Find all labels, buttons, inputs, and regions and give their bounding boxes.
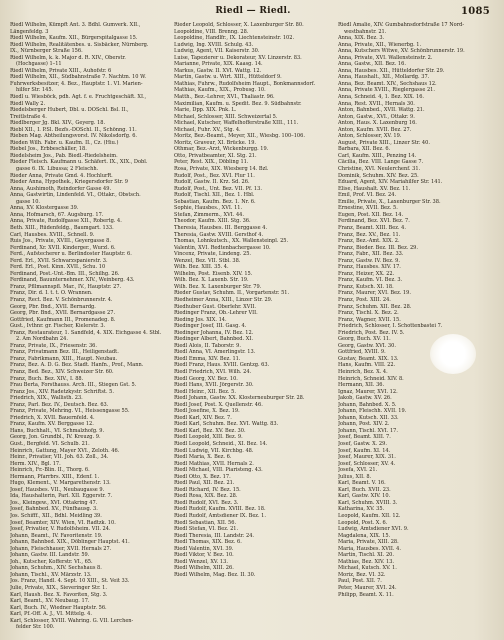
directory-entry: Riedinger Franz, Ob.-Lehrer VII.: [174, 310, 258, 317]
directory-entry: Riedl Amalie, XIV. Gumbahnsdorfstraße 17 Nord-: [338, 22, 465, 28]
directory-entry: Maria, Hausbes. XVII. 4.: [338, 545, 401, 552]
directory-entry: Riedl Hans, XVII. Jörgerstr. 30.: [174, 382, 254, 389]
directory-entry: Rieben Mag. Abtheilungsvorst. IV. Nikolsdorfg. 6.: [10, 133, 138, 140]
directory-entry: Franz, Kaufm. VI. Bez. 3.: [338, 277, 403, 284]
page-title: Riedl — Riedl.: [215, 6, 291, 16]
directory-entry: Theodor, Kaufm. XIII. Stg. 36.: [174, 218, 251, 225]
directory-entry: Josef, Hausbes. VII., Neubaugasse 9.: [10, 486, 105, 493]
directory-entry: Franz, Heizer, XX. 22.: [338, 270, 395, 277]
directory-entry: Rieder Anna, Hypothek., Kriegersdorfer Str. 9: [10, 179, 128, 186]
directory-entry: Moritz, Graveur, XI. Brücke. 19.: [174, 139, 257, 146]
directory-entry: Gustav, Beamt. XIX. 13.: [338, 355, 399, 362]
directory-entry: Johann, Post. XIV. 2.: [338, 421, 390, 428]
directory-entry: Riedl Wenzel, XV. 13.: [174, 558, 228, 565]
directory-entry: Riebel Jos., Erbbeschäller, 18.: [10, 146, 87, 153]
directory-entry: Anna, Kutschers Witwe, XV. Schönbrunnerstr. 19.: [338, 48, 465, 55]
directory-entry: Riedl Rudolf, Kaufm. XVIII. Bez. 18.: [174, 506, 266, 513]
directory-entry: Riedl Mathias, XVII. Hernals 2.: [174, 460, 254, 467]
column-1: [10, 22, 168, 634]
directory-entry: Anna, Hausbes. XII., Hütteldorfer Str. 29.: [338, 67, 445, 74]
directory-entry: Franz, Private, IX., Friesenstr. 36.: [10, 342, 97, 349]
directory-entry: Riedheimer Anna, XIII., Linzer Str. 29.: [174, 296, 273, 303]
directory-entry: Gottfried, Kaufmann III., Promenadeg. 8.: [10, 316, 116, 323]
directory-entry: Johann, Schuhm., XIV. Sechshaus 8.: [10, 565, 102, 572]
directory-entry: Julius, XII. 8.: [338, 473, 372, 480]
directory-entry: Riedinger Albert, Bahnbed. XI.: [174, 336, 253, 343]
column-2: [174, 22, 332, 634]
directory-entry: Johann, Fleischhauer, XVII. Hernals 27.: [10, 545, 112, 552]
directory-entry: Ferdinand, Bez. XVI. Bez. 7.: [338, 218, 410, 225]
directory-entry: Rieder Leopold, Schlosser, X. Laxenburger Str. 80.: [174, 22, 304, 28]
directory-entry: Georg, Pbr. Bnd., XVII. Bernardg.: [10, 303, 96, 310]
directory-entry: Anna, Hofmarsch, 67. Augsburg. 17.: [10, 211, 104, 218]
directory-entry: Rieder Anna, Private Gmd. 4. HochlurR.: [10, 172, 113, 179]
directory-entry: Thomas, Lohnkutsch., XX. Wallensteinpl. 25.: [174, 238, 289, 245]
directory-entry: Anna, Bez. Beamt. XIV., Sechshaus 12.: [338, 80, 437, 87]
directory-entry: Martin, Tischl. XI. 20.: [338, 552, 394, 559]
directory-entry: Ludwig, Ing. XVIII. Schulg. 43.: [174, 41, 254, 48]
directory-entry: Anton, Gastw., XVI., Ottakr. 9.: [338, 113, 415, 120]
directory-entry: Anna, Aushimoth, Reindorfer Gasse 49.: [10, 185, 112, 192]
directory-entry: Riedl Rudolf, Amtsdiener IX. Bez. 1.: [174, 513, 266, 520]
directory-entry: Josef, Kaufm. XI. 14.: [338, 447, 391, 454]
directory-entry: Maximilian, Kaufm. u. Spedit. Bez. 9. Südbahnstr.: [174, 100, 302, 107]
directory-entry: Franz, Bez. XV., Bez. 11.: [338, 231, 401, 238]
directory-entry: Paul, Post. XII. 7.: [338, 578, 382, 585]
directory-entry: Ida, Haushalterin, Parl. XII. Eggerstr. 7.: [10, 493, 113, 500]
directory-entry: Riedl Josef, Post. X. Quellenstr. 46.: [174, 401, 263, 408]
directory-entry: Riedl Heinr., XII. Bez. 5.: [174, 388, 236, 395]
directory-entry: Mathias, Bez. XIV. 13.: [338, 558, 395, 565]
directory-entry: Valentin, XVI. Redtenbachergasse 10.: [174, 244, 271, 251]
directory-entry: Ruis Jos., Private, XVIII., Geyergasse 8.: [10, 238, 111, 245]
directory-entry: Katharina, XV. 35.: [338, 506, 385, 513]
directory-entry: Johann, Tischl., XV. Märzstr. 13.: [10, 571, 92, 578]
directory-entry: Riedl Leopold, Schneid., XI. Bez. 14.: [174, 441, 268, 447]
directory-entry: Anna, Haushalt., XII., Mollardg. 37.: [338, 74, 430, 81]
directory-entry: Riedl u. Wiesböck, pdh. Agt. f. e. Fruchtgeschäft. XI.,: [10, 94, 147, 101]
directory-entry: Franz, Restaurateur, 1. Sandfeld, 4. XIX. Eichgasse 4. Stbl.: [10, 329, 162, 336]
directory-entry: Heinrich, Schneid. XIV. 8.: [338, 375, 404, 382]
directory-entry: Hermann, XII. 36.: [338, 382, 385, 389]
directory-entry: Riedl Stefan, VI. Bez. 21.: [174, 526, 239, 533]
directory-entry: Franz, Wagner, XVII. 15.: [338, 316, 401, 323]
directory-entry: Wilh. Bez. X. Laxenburger Str. 79.: [174, 283, 262, 290]
directory-entry: Rieder Gustav, Schuhm. II., Vorgartenstr. 51.: [174, 290, 290, 297]
directory-entry: Franz, Fabr., XII. Bez. 33.: [338, 251, 404, 258]
directory-entry: Stefan, Zimmerm., XVI. 44.: [174, 211, 244, 218]
directory-entry: Riedlberger Jg. Bkl. XIV., Geyerg. 18.: [10, 120, 106, 127]
directory-entry: Riedl Wilhelm, Realitätenbes. u. Sisbäcker, Nürnberg.: [10, 41, 149, 48]
directory-entry: Rudolf, Post., Unt. Bez. VII. Pf. 13.: [174, 185, 262, 192]
directory-entry: Jakob, Gastw. XV. 26.: [338, 395, 392, 402]
directory-entry: Franz, Maurer, XVI. Bez. 19.: [338, 290, 411, 297]
directory-entry: Leopoldine, VIII. Brenng. 28.: [174, 28, 249, 35]
directory-entry: Riedl Wilhelm, Mag. Bez. II. 30.: [174, 571, 256, 578]
directory-entry: Riedl Emma, XIV. Bez. 11.: [174, 355, 241, 362]
directory-entry: Christine, XVI. Neulerchenf. 31.: [338, 166, 421, 173]
directory-entry: Franz, Kaufm. XV. Berggasse 12.: [10, 421, 94, 428]
directory-entry: Josef, Beamter, XIV. Wien, VI. Radtzk. 10.: [10, 519, 116, 526]
directory-entry: Riedelsberger Hubert, Dbl. u. DOSchl. Bsl. II.,: [10, 107, 129, 114]
directory-entry: Anna, XIX. Bez. 3.: [338, 35, 385, 42]
directory-entry: Riedl Sebastian, XII. 56.: [174, 519, 237, 526]
directory-entry: Georg, Jon. Grundbl., IV. Kreuzg. 9.: [10, 434, 101, 441]
directory-entry: Anton, Kaufm. XVII. Bez. 27.: [338, 126, 412, 133]
directory-entry: Anna, XV. Klostergasse 39.: [10, 205, 79, 212]
directory-entry: Johann, Fleischh. XVII. 19.: [338, 408, 407, 415]
directory-entry: Franz, Schuhm. XII. Bez. 28.: [338, 303, 412, 310]
directory-entry: Riedl Richard, IV. Bez. 15.: [174, 486, 241, 493]
directory-entry: Karl, Buch. IV., Wiedner Hauptstr. 56.: [10, 604, 107, 611]
directory-entry: Leopold, Post. X. 6.: [338, 519, 388, 526]
directory-entry: Josef, Bahnbed. XV., Fünfhausg. 3.: [10, 506, 98, 513]
directory-entry: Rosa, Private, XIX. Wiesberg 14. Bzl.: [174, 166, 269, 173]
directory-entry: Riedinger Johanna, IV. Bez. 12.: [174, 329, 254, 336]
directory-entry: Riedl Franz, Haus. XVIII. Gentzg. 63.: [174, 362, 270, 369]
directory-entry: Othmar, Bez.-Arzt, Wickenburgg. 19.: [174, 146, 269, 153]
directory-entry: Franz, Bed. Bez., XIV. Schweizer Str. 60.: [10, 368, 114, 375]
directory-entry: Rieden Wilh. Fabr. u. Kaufm. II., Cz. (Hiu.): [10, 139, 119, 146]
directory-entry: Karl, Schuhm. XVIII. 3.: [338, 499, 398, 506]
directory-entry: Fuhrwerksbesitzer, 4. Bez., Hauptstr. 1. VI. Marien-: [10, 80, 143, 87]
directory-entry: Theresia, Gastw. XVIII. Gersthof 4.: [174, 231, 264, 238]
directory-entry: Riedl Georg, XV. Bez. 10.: [174, 375, 238, 382]
directory-entry: Theresia, Hausbes. III. Berggasse 4.: [174, 224, 268, 231]
directory-entry: Riedl Josefine, X. Bez. 19.: [174, 408, 240, 415]
directory-entry: Riedelsheim Jos., Pab. Biedl.-Riedelsheim.: [10, 152, 118, 159]
directory-entry: August, Private XIII., Linzer Str. 40.: [338, 139, 430, 146]
directory-entry: Franz, Pfllmannspfl. Mar., IV., Hauptstr. 27.: [10, 283, 122, 290]
directory-entry: Riedl Theresia, III. Landstr. 24.: [174, 532, 255, 539]
directory-entry: Ferd. Erl., XVII. Schwarzspanierstr. 3.: [10, 257, 108, 264]
directory-entry: Joh., Kutscher, Kofferstr. VI., 65.: [10, 558, 93, 565]
directory-entry: Georg, Pbr. Bnd., XVII. Bernardgasse 27.: [10, 310, 116, 317]
directory-entry: Friedrich, X. XVII. Bauernfeld. 4.: [10, 414, 95, 421]
directory-entry: Riedl Paul, XII. Bez. 21.: [174, 480, 235, 487]
directory-entry: Jos., Kleingew., XVI. Ottakring 47.: [10, 499, 98, 506]
directory-entry: Marianne, Private, XIX. Kaasg. 14.: [174, 61, 263, 68]
directory-entry: Otto, Privatbeamter, XI. Stg. 21.: [174, 152, 257, 159]
directory-entry: Johann, Gastw. III. Landstr. 59.: [10, 552, 90, 559]
directory-entry: Luise, Tapezierer u. Dekorateur, XV. Linzerstr. 83.: [174, 54, 302, 61]
directory-entry: Riedl Wilhelm, Kümpft Ant. 3. Bdhl. Gumverk. XII.,: [10, 22, 141, 28]
directory-entry: Johann, Bahnbed. XIX., Döblinger Hauptst. 41.: [10, 539, 130, 546]
directory-entry: Michael, Fuhr. XV., Stg. 4.: [174, 126, 241, 133]
directory-entry: Johann, Beamt., IV. Favoritenstr. 19.: [10, 532, 103, 539]
column-3: [338, 22, 496, 634]
directory-entry: 2. Am Nordbahn 24.: [16, 336, 68, 343]
directory-entry: Herm. XIV., Bgl. 17.: [10, 460, 61, 467]
directory-entry: Maria, Private, XIII. 28.: [338, 539, 399, 546]
directory-entry: Josef, Beamt. XIII. 7.: [338, 434, 391, 441]
directory-entry: Hugo, Klement., V. Margarethenstr. 13.: [10, 480, 111, 487]
directory-entry: Barbara, XII. Bez. 6.: [338, 146, 391, 153]
directory-entry: Leopoldine, Handlfr., IX. Liechtensteinstr. 102.: [174, 35, 295, 42]
directory-entry: Carl, Hausbes. XVIII., Schnell. 9.: [10, 231, 95, 238]
directory-entry: Jos. Franz, Handl. 4. Sept. 10 XIII., St. Veit 33.: [10, 578, 130, 585]
directory-entry: Josef, Privatier, V. Rudolfsheim. VII. 24.: [10, 526, 111, 533]
directory-entry: Mathias, Kaufm., XIX., Probusg. 10.: [174, 87, 266, 94]
directory-entry: Johann, Tischl. XVI. 17.: [338, 427, 398, 434]
directory-entry: Friedrich, Post. Bez. IV. 5.: [338, 329, 405, 336]
directory-entry: Georg, Gastw. XVI. 30.: [338, 342, 396, 349]
directory-entry: Peter, Maurer, XVI. 24.: [338, 585, 397, 592]
directory-entry: Riedl Wilhelm, Kaufm. XII., Bürgerspitalgasse 15.: [10, 35, 138, 42]
directory-entry: Mathias, Fuhrw., Rudolfsheim Haupt., Bonkmannsdorf.: [174, 80, 316, 87]
directory-entry: Gust., Ivthnr. gr. Fischer, Kielerstr. 3.: [10, 323, 106, 330]
directory-entry: Frau Berta, Forsthauss. Arch. III., Stiegen Gst. 5.: [10, 382, 137, 389]
directory-entry: felder Str. 100.: [16, 624, 55, 631]
directory-entry: Rieding Jos. XIX. 14.: [174, 316, 227, 323]
directory-entry: Riedl Viktor, V. Bez. 10.: [174, 552, 234, 559]
directory-entry: Emil, Prof. VI. Bez. 24.: [338, 192, 397, 199]
directory-entry: Cäcilia, Bez. VIII. Lange Gasse 7.: [338, 159, 424, 166]
directory-entry: Anton, Haus. X. Laxenburg 16.: [338, 120, 417, 127]
directory-entry: Friedrich, Schlosser, I. Schottenbastei 7.: [338, 323, 443, 330]
directory-entry: Moriz, Bez. VI. 32.: [338, 571, 386, 578]
directory-entry: Karl, Haush. Bez. X. Favoriten, Stg. 3.: [10, 591, 108, 598]
directory-entry: Josef, Schlosser, XV. 4.: [338, 460, 396, 467]
directory-entry: Johann, Kutsch. XII. 33.: [338, 414, 399, 421]
directory-entry: Hermann, Pfarrbrs. XIII., Edenf. 1.: [10, 473, 100, 480]
directory-entry: Treitlstraße 4.: [10, 113, 47, 120]
directory-entry: Rudolf, Tischl. XII., Bez. 1. Hbl.: [174, 192, 255, 199]
directory-entry: Franz, Bieder. Bez. III. Bez. 29.: [338, 244, 418, 251]
directory-entry: Franz, Beamt. XIII. Bez. 4.: [338, 224, 406, 231]
directory-entry: Anna, Private, XVI. Wallensteinstr. 2.: [338, 54, 433, 61]
directory-entry: Ludwig, Agent, VII. Kaiserstr. 30.: [174, 48, 260, 55]
directory-entry: Josef, Maurer, XIX. 31.: [338, 454, 396, 461]
directory-entry: Anton, Bahnbed., XVII. Wattg. 21.: [338, 107, 425, 114]
page-header: [10, 6, 496, 22]
directory-entry: Heinrich, Fr.-Blin. II., Thorg. 6.: [10, 467, 90, 474]
directory-entry: Anton, Schlosser, XV. 19.: [338, 133, 402, 140]
directory-entry: Karl, Buch. XVII. 23.: [338, 486, 391, 493]
directory-entry: Anna, Rest. XVII., Hernals 30.: [338, 100, 415, 107]
directory-entry: Franz, Gastw. IV. Bez. 9.: [338, 257, 400, 264]
directory-entry: Franz, Bez.-Amt. XIX. 2.: [338, 238, 400, 245]
directory-entry: Martin, Gastw. u. Wirt. XIII., Hütteldorf 9.: [174, 74, 282, 81]
directory-entry: Franz, Dir. d. I. t. t. O. Wrannen.: [10, 290, 93, 297]
directory-entry: Wilh. Bez. X. Laxenb. Str. 19.: [174, 277, 249, 284]
directory-entry: Karl, Gastw. XIV. 10.: [338, 493, 391, 500]
paper-damage-spot: [430, 334, 476, 374]
directory-entry: Franz, Bez. A. D. G. Bez. Stadt. Hanfn., Prof., Mann.: [10, 362, 144, 369]
directory-entry: Riedl Wilhelm, XIII. 26.: [174, 565, 234, 572]
directory-entry: Riedl Rosa, XIX. Bez. 28.: [174, 493, 238, 500]
directory-entry: Beth. XIII., Rüdenfeldg., Baumgart. 133.: [10, 224, 114, 231]
directory-entry: Karl, Pf.-Off. A. J., VI. Mittelg. 4.: [10, 611, 92, 618]
directory-entry: Josef, Gastw. X. 29.: [338, 441, 387, 447]
directory-entry: Rudolf, Post., Bez. XVI. Flur 11.: [174, 172, 255, 179]
directory-entry: Hans, Kaufm. VIII. 22.: [338, 362, 396, 369]
directory-entry: Magdalena, XIX. 15.: [338, 532, 391, 539]
directory-entry: Riedl Wilhelm, XII., Südbahnstraße 7. Nachtm. 10 W.: [10, 74, 146, 81]
directory-entry: Emilie, Private, X., Laxenburger Str. 38.: [338, 198, 441, 205]
directory-entry: Ferdinand, Xr. XVII. Kinderger., Wurzl. 6.: [10, 244, 116, 251]
directory-entry: Riedhuber Gust. Oberlehr. XVII.: [174, 303, 256, 310]
directory-entry: Michael, Kutsch. XV. 1.: [338, 565, 397, 572]
directory-entry: Ernestine, XVII. Bez. 5.: [338, 205, 398, 212]
page-number: 1085: [460, 6, 490, 17]
directory-entry: Riedl Karl, XIV. Bez. 7.: [174, 414, 232, 421]
directory-entry: Heinrich, Gattung, Mayer XVI., Zeloth. 46.: [10, 447, 120, 454]
directory-entry: Anna, Gastwirtin, Lindenfeld. VI., Ottakr., Obstsch.: [10, 192, 141, 199]
directory-entry: Moritz, Bez.-Beamt., Meyer, XII., Wiesbg. 100–106.: [174, 133, 305, 140]
directory-entry: IX., Nürnberger Straße 156.: [10, 48, 83, 55]
directory-entry: Matth., Bez.-Lehrer, XVI., Thaliastr. 96.: [174, 94, 275, 101]
directory-entry: Ignaz, Maurer, XVI. 12.: [338, 388, 398, 395]
directory-entry: Riedl Karl, Bez. XV. Bez. 30.: [174, 427, 246, 434]
directory-entry: Ferd., Aufstecherer u. Berlindoster Hauptstr. 6.: [10, 251, 132, 258]
directory-entry: Ludwig, Amtsdiener XVI. 9.: [338, 526, 409, 533]
directory-entry: Ferd. Erl., Post. Kinn. XVII., Schu. 10: [10, 264, 106, 271]
directory-entry: gasse 10.: [16, 198, 41, 205]
directory-entry: Carl, Kaufm. XIII., Penzing 14.: [338, 152, 417, 159]
directory-entry: Riedl Anna, VI. Amerlingstr. 13.: [174, 349, 256, 356]
directory-entry: Karl, Schlosser, XVIII. Wahring. G. VII. Lerchen-: [10, 617, 134, 624]
directory-entry: Sophie, Hausbes., XVI. 11.: [174, 205, 243, 212]
directory-entry: Franz, Parl. Bez. IV., Deutsch. Bez. 63.: [10, 401, 109, 408]
directory-entry: Rieder Fleisch. Kaufmann u. Schäfert. IX., XIX., Dobl.: [10, 159, 148, 166]
directory-entry: Franz, Privatmann Bez. III., Heiligenstadt.: [10, 349, 119, 356]
directory-entry: Johann, Bahnbed. X. 5.: [338, 401, 397, 408]
directory-entry: Sebastian, Kaufm. Bez. 1. Nr. 6.: [174, 198, 256, 205]
directory-entry: Ferdinand, Bauunternehmer. XIV., Weinberg. 43.: [10, 277, 135, 284]
directory-entry: Anna, Private XVIII., Rieglergasse 21.: [338, 87, 435, 94]
directory-entry: Peter, Rest. XIX., Döbling 11.: [174, 159, 249, 166]
directory-entry: Franz, Buch. Bez. XIV., I. 88.: [10, 375, 84, 382]
directory-entry: westbahnstr. 21.: [344, 28, 387, 35]
directory-entry: Riedl Maria, X. Bez. 6.: [174, 454, 232, 461]
directory-entry: Riedl Michael, VIII. Piaristeng. 43.: [174, 467, 263, 474]
directory-entry: Franz, Kutsch. XI. 18.: [338, 283, 394, 290]
directory-entry: Riedl Wilhelm, k. k. Major d. R. XIV., Oberstr.: [10, 54, 126, 61]
directory-entry: Elise, Haushalt. XV. Bez. 11.: [338, 185, 411, 192]
directory-entry: Wenzel, Bez. VII. Stbl. 38.: [174, 257, 241, 264]
directory-entry: Riedl Wilhelm, Private XIII., Auhofstr. 6: [10, 67, 112, 74]
directory-entry: Josefa, XVI. 21.: [338, 467, 378, 474]
directory-entry: Anna, Schneid. 4, 1. Bez. XIX. 16.: [338, 94, 425, 101]
directory-entry: Karl, Beamt., XV. Neubaug. 17.: [10, 598, 90, 605]
directory-entry: Gust., Bergfeld. VI. Schulb. 21.: [10, 441, 90, 447]
directory-entry: Riedl Leopold, XIII. Bez. 9.: [174, 434, 243, 441]
directory-entry: Heinr., Privatier, VII. Joh. 63. Zoll., 34.: [10, 454, 109, 461]
directory-entry: Markus, Gastw. II. XVI. Wattg. 12.: [174, 67, 262, 74]
directory-entry: Vincenz, Private, Lindeng. 25.: [174, 251, 252, 258]
directory-entry: Wilh. Bez. XIII. 35. 4.: [174, 264, 229, 271]
directory-entry: gasse 6. IX. Libussa; 2 Fleischh.: [16, 166, 99, 173]
directory-entry: Karl, Beamt. V. 16.: [338, 480, 386, 487]
directory-entry: hilfer Str. 145.: [16, 87, 54, 94]
directory-entry: Franz, Private, Mehring. VI., Heissengasse 55.: [10, 408, 130, 415]
directory-entry: Franz Jos., XIV. Radetzkystr. Schriftst. 5.: [10, 388, 114, 395]
directory-entry: Heinrich, Bez. X. 4.: [338, 368, 388, 375]
directory-entry: Gottfried, XVIII. 9.: [338, 349, 386, 356]
directory-entry: Julie, Private, XIX., Sieveringer Str. 1.: [10, 585, 107, 592]
directory-entry: Anna, Private, Rudolfgasse XII., Robertg. 4.: [10, 218, 122, 225]
directory-entry: Rudolf, Gastw. II. Krz. Sd. 26.: [174, 179, 250, 186]
directory-entry: Riedinger Josef, III. Gasg. 4.: [174, 323, 247, 330]
directory-entry: Anna, Private, XII., Wienerbg. 1.: [338, 41, 422, 48]
directory-entry: Eugen, Post. XII. Bez. 14.: [338, 211, 404, 218]
directory-entry: Franz, Fabrikmann, XIII., Haupt. Neubau.: [10, 355, 118, 362]
directory-entry: Anna, Gastw., XII. Bez. 16.: [338, 61, 406, 68]
directory-entry: Dominik, Schuhm. XIV. Bez. 25.: [338, 172, 419, 179]
directory-entry: Wilhelm, Post. Eisenb. XIV. 15.: [174, 270, 253, 277]
directory-entry: (Hochgasse) 1–11: [16, 61, 62, 68]
directory-entry: Franz, Rect. Bez. V. Schönbrunnerstr. 4.: [10, 296, 113, 303]
directory-entry: Längenfeldg. 3: [10, 28, 49, 35]
directory-entry: Riedl Valentin, XVI. 39.: [174, 545, 234, 552]
directory-entry: Franz, Post. XIII. 24.: [338, 296, 391, 303]
directory-entry: Georg, Buch. XV. 11.: [338, 336, 391, 343]
directory-entry: Riedl Johann, Gastw. XX. Klosterneuburger Str. 28.: [174, 395, 305, 402]
directory-columns: [10, 22, 496, 634]
directory-entry: Riedl Rudolf, XVI. Bez. 3.: [174, 499, 239, 506]
directory-entry: Michael, Kutscher, Waffelhofferstraße XIII., 111.: [174, 120, 299, 127]
directory-entry: Jos. Schifff., XII., Bdhl. Meidling 39.: [10, 513, 102, 520]
directory-entry: Riedl Karl, Schuhm. Bez. XVI. Wattg. 83.: [174, 421, 279, 428]
directory-entry: Marie, Dpp. XIX. Pnk. L.: [174, 107, 237, 114]
directory-entry: Franz, Tischl. X. Bez. 2.: [338, 310, 399, 317]
directory-entry: Riedl Friedrich, XVI. Wilh. 24.: [174, 368, 252, 375]
directory-entry: Riedl Thomas, XIX. Bez. 6.: [174, 539, 242, 546]
directory-entry: Philipp, Beamt. X. 11.: [338, 591, 394, 598]
directory-entry: Riedl Otto, X. Bez. 17.: [174, 473, 231, 480]
directory-entry: Franz, Hausbes. XIV. 17.: [338, 264, 401, 271]
directory-entry: Riebl XII., I. P.Sl. Bezfs.-DOSchl. II., Schönng. 11.: [10, 126, 137, 133]
directory-entry: Ferdinand, Post.-Unt.-Bm. III., Schilhg. 26.: [10, 270, 120, 277]
directory-entry: Riedl Wally 2.: [10, 100, 46, 107]
directory-entry: Friedrich, XIX., Wallisth. 23.: [10, 395, 83, 402]
directory-entry: Riedl Alois, II. Taborstr. 9.: [174, 342, 241, 349]
directory-entry: Leopold, Kaufm. XII. 12.: [338, 513, 401, 520]
directory-entry: Hans, Buchhalt., VI. Schmalzhofg. 9.: [10, 427, 105, 434]
directory-entry: Eduard, Agent, XIV. Mariahilfer Str. 141.: [338, 179, 443, 186]
directory-entry: Riedl Ludwig, VII. Kirchbg. 48.: [174, 447, 254, 454]
directory-entry: Michael, Schlosser, XIII. Schweizertal 5.: [174, 113, 278, 120]
